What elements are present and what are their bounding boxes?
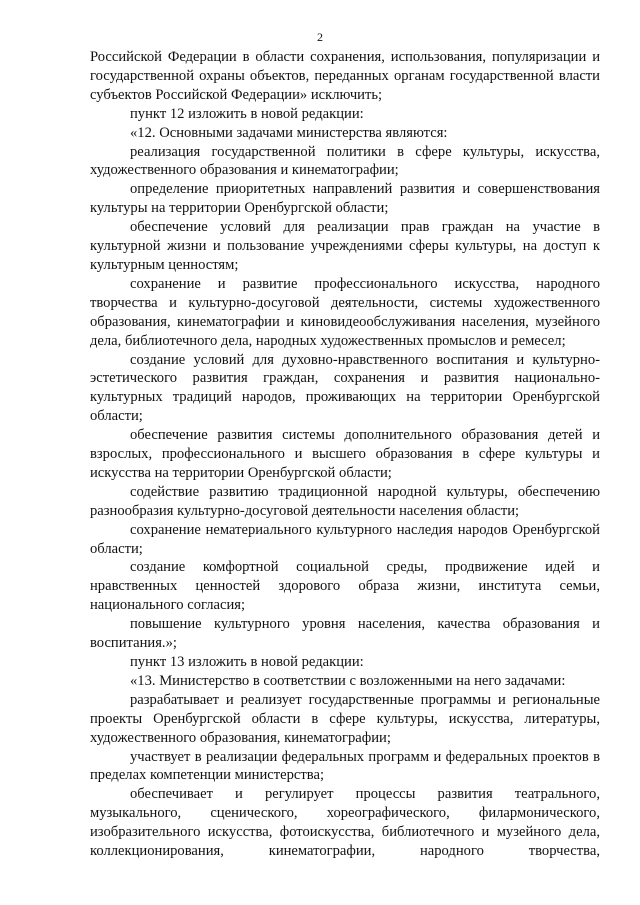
paragraph-11: сохранение нематериального культурного наследия народов Оренбургской области; xyxy=(90,521,600,557)
paragraph-17: участвует в реализации федеральных программ и федеральных проектов в пределах компетенции министерства; xyxy=(90,748,600,784)
paragraph-13: повышение культурного уровня населения, качества образования и воспитания.»; xyxy=(90,616,600,652)
paragraph-3: «12. Основными задачами министерства являются: xyxy=(130,124,448,141)
paragraph-18: обеспечивает и регулирует процессы развития театрального, музыкального, сценического, хореографического, филармонического, изобразительного искусства, фотоискусства, библиотечного и музейного дела, коллекционирования, кинематографии, народного творчества, xyxy=(90,786,600,860)
paragraph-14: пункт 13 изложить в новой редакции: xyxy=(130,654,364,670)
page-number: 2 xyxy=(317,30,323,44)
paragraph-2: пункт 12 изложить в новой редакции: xyxy=(130,105,364,122)
paragraph-16: разрабатывает и реализует государственные программы и региональные проекты Оренбургской области в сфере культуры, искусства, литературы, художественного образования, кинематографии; xyxy=(90,691,600,746)
paragraph-15: «13. Министерство в соответствии с возложенными на него задачами: xyxy=(130,672,566,689)
paragraph-7: сохранение и развитие профессионального искусства, народного творчества и культурно-досуговой деятельности, системы художественного образования, кинематографии и киновидеообслуживания населения, музейного дела, библиотечного дела, народных художественных промыслов и ремесел; xyxy=(90,275,600,349)
paragraph-4: реализация государственной политики в сфере культуры, искусства, художественного образования и кинематографии; xyxy=(90,143,600,179)
paragraph-8: создание условий для духовно-нравственного воспитания и культурно-эстетического развития граждан, сохранения и развития национально-культурных традиций народов, проживающих на территории Оренбургской области; xyxy=(90,351,600,425)
paragraph-10: содействие развитию традиционной народной культуры, обеспечению разнообразия культурно-досуговой деятельности населения области; xyxy=(90,483,600,519)
document-body xyxy=(90,48,600,861)
paragraph-6: обеспечение условий для реализации прав граждан на участие в культурной жизни и пользование учреждениями сферы культуры, на доступ к культурным ценностям; xyxy=(90,219,600,273)
paragraph-9: обеспечение развития системы дополнительного образования детей и взрослых, профессионального и высшего образования в сфере культуры и искусства на территории Оренбургской области; xyxy=(90,427,600,481)
paragraph-5: определение приоритетных направлений развития и совершенствования культуры на территории Оренбургской области; xyxy=(90,181,600,217)
paragraph-1: Российской Федерации в области сохранения, использования, популяризации и государственной охраны объектов, переданных органам государственной власти субъектов Российской Федерации» исключить; xyxy=(90,49,600,103)
paragraph-12: создание комфортной социальной среды, продвижение идей и нравственных ценностей здорового образа жизни, института семьи, национального согласия; xyxy=(90,559,600,614)
